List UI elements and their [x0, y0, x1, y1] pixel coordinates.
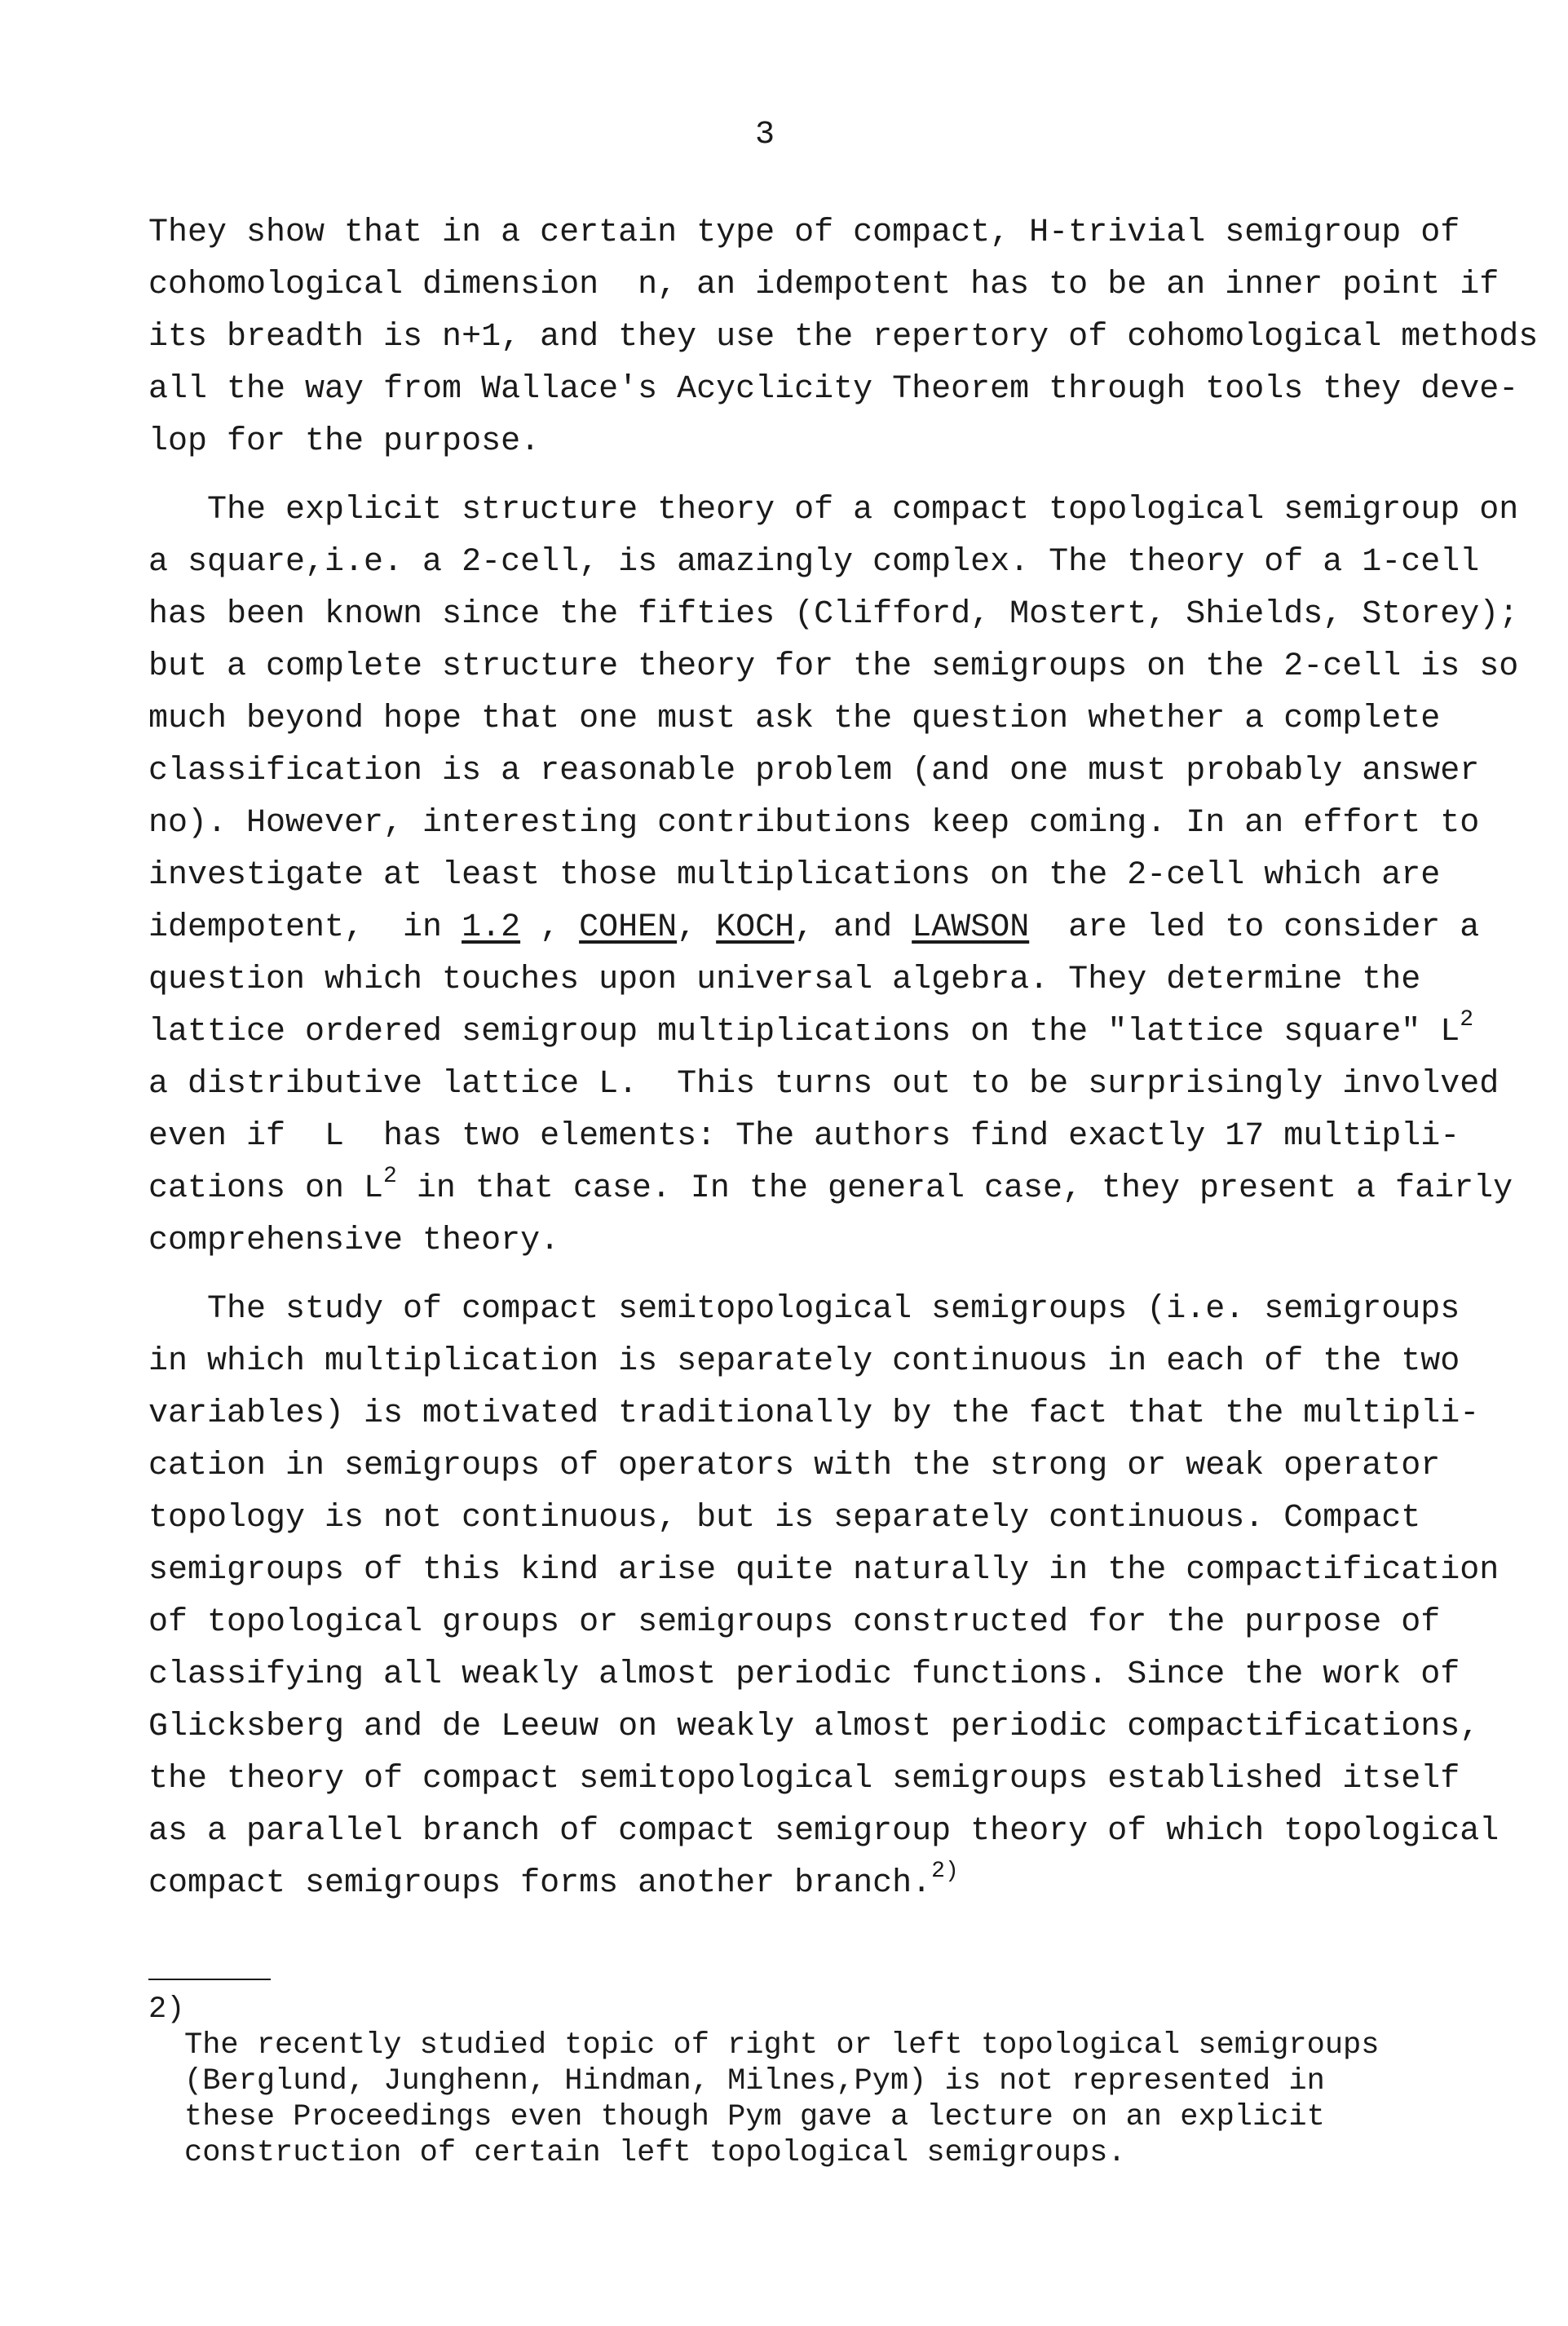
- paragraph-2-line-10: question which touches upon universal algebra. They determine the: [148, 962, 1421, 998]
- paragraph-3-line-8: classifying all weakly almost periodic functions. Since the work of: [148, 1656, 1460, 1693]
- paragraph-1-line-1: They show that in a certain type of compact, H-trivial semigroup of: [148, 214, 1460, 251]
- author-name: COHEN: [579, 909, 678, 946]
- footnote-line-3: these Proceedings even though Pym gave a lecture on an explicit: [184, 2100, 1325, 2134]
- paragraph-3-line-5: topology is not continuous, but is separately continuous. Compact: [148, 1500, 1421, 1537]
- paragraph-3-line-7: of topological groups or semigroups constructed for the purpose of: [148, 1604, 1441, 1641]
- line-text: idempotent, in: [148, 909, 462, 946]
- paragraph-2-line-5: much beyond hope that one must ask the question whether a complete: [148, 701, 1441, 737]
- paragraph-3-line-3: variables) is motivated traditionally by the fact that the multipli-: [148, 1395, 1480, 1432]
- paragraph-1-line-4: all the way from Wallace's Acyclicity Theorem through tools they deve-: [148, 371, 1519, 408]
- reference-link: 1.2: [462, 909, 521, 946]
- footnote-marker: 2): [931, 1858, 959, 1884]
- paragraph-2-line-8: investigate at least those multiplications on the 2-cell which are: [148, 857, 1441, 894]
- footnote-divider: [148, 1979, 271, 1980]
- line-text: cations on L: [148, 1170, 384, 1207]
- paragraph-2-line-14: [148, 1163, 1513, 1215]
- paragraph-1-line-5: lop for the purpose.: [148, 423, 541, 460]
- author-name: LAWSON: [912, 909, 1030, 946]
- paragraph-3-line-6: semigroups of this kind arise quite naturally in the compactification: [148, 1552, 1500, 1589]
- line-text: are led to consider a: [1029, 909, 1480, 946]
- paragraph-3-line-9: Glicksberg and de Leeuw on weakly almost periodic compactifications,: [148, 1709, 1480, 1745]
- paragraph-2-line-7: no). However, interesting contributions keep coming. In an effort to: [148, 805, 1480, 842]
- paragraph-3-line-10: the theory of compact semitopological semigroups established itself: [148, 1761, 1460, 1798]
- paragraph-2-line-9: [148, 902, 1479, 954]
- paragraph-2-line-11: [148, 1006, 1473, 1059]
- paragraph-2-line-12: a distributive lattice L. This turns out to be surprisingly involved: [148, 1066, 1500, 1103]
- line-text: ,: [520, 909, 580, 946]
- paragraph-3-line-1: The study of compact semitopological semigroups (i.e. semigroups: [148, 1291, 1460, 1328]
- paragraph-3-line-11: as a parallel branch of compact semigroup theory of which topological: [148, 1813, 1500, 1850]
- superscript: 2: [1460, 1006, 1474, 1033]
- paragraph-2-line-2: a square,i.e. a 2-cell, is amazingly complex. The theory of a 1-cell: [148, 544, 1480, 581]
- line-text: compact semigroups forms another branch.: [148, 1865, 932, 1902]
- paragraph-2-line-13: even if L has two elements: The authors find exactly 17 multipli-: [148, 1118, 1460, 1155]
- paragraph-2-line-4: but a complete structure theory for the semigroups on the 2-cell is so: [148, 648, 1519, 685]
- paragraph-2-line-3: has been known since the fifties (Clifford, Mostert, Shields, Storey);: [148, 596, 1519, 633]
- page-number: 3: [755, 117, 775, 153]
- line-text: , and: [794, 909, 912, 946]
- paragraph-2-line-6: classification is a reasonable problem (and one must probably answer: [148, 753, 1480, 789]
- footnote-line-4: construction of certain left topological semigroups.: [184, 2136, 1126, 2170]
- superscript: 2: [383, 1163, 397, 1189]
- line-text: ,: [677, 909, 717, 946]
- footnote-line-2: (Berglund, Junghenn, Hindman, Milnes,Pym) is not represented in: [184, 2064, 1325, 2098]
- footnote-line-1: The recently studied topic of right or left topological semigroups: [184, 2028, 1380, 2063]
- paragraph-3-line-2: in which multiplication is separately continuous in each of the two: [148, 1343, 1460, 1380]
- footnote-number: 2): [148, 1992, 185, 2027]
- author-name: KOCH: [716, 909, 795, 946]
- line-text: lattice ordered semigroup multiplications on the "lattice square" L: [148, 1014, 1460, 1050]
- paragraph-1-line-2: cohomological dimension n, an idempotent has to be an inner point if: [148, 267, 1500, 303]
- paragraph-2-line-1: The explicit structure theory of a compact topological semigroup on: [148, 492, 1519, 528]
- paragraph-1-line-3: its breadth is n+1, and they use the repertory of cohomological methods: [148, 319, 1539, 356]
- line-text: in that case. In the general case, they present a fairly: [396, 1170, 1513, 1207]
- paragraph-3-line-12: [148, 1858, 959, 1910]
- paragraph-3-line-4: cation in semigroups of operators with the strong or weak operator: [148, 1448, 1441, 1484]
- paragraph-2-line-15: comprehensive theory.: [148, 1223, 560, 1259]
